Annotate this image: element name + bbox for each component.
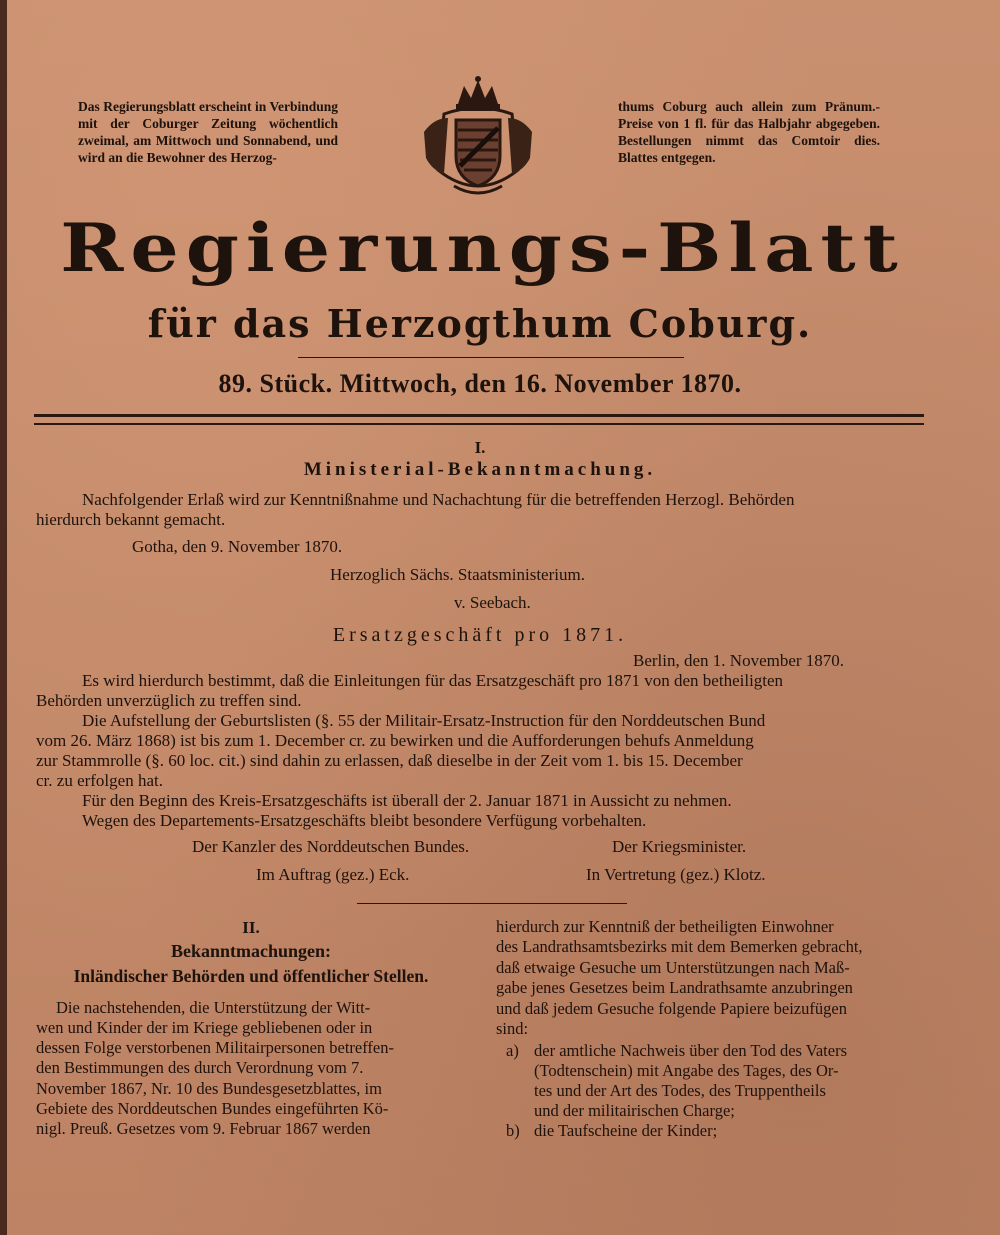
war-minister-title: Der Kriegsminister. [612,837,747,856]
subscription-notice-left: Das Regierungsblatt erscheint in Verbindung mit der Coburger Zeitung wöchentlich zweimal, am Mittwoch und Sonnabend, und wird an die Bewohner des Herzog- [78,99,338,165]
decree-line: vom 26. März 1868) ist bis zum 1. December cr. zu bewirken und die Aufforderungen behufs Anmeldung [36,731,754,750]
place-date: Gotha, den 9. November 1870. [132,537,343,556]
decree-line: Für den Beginn des Kreis-Ersatzgeschäfts ist überall der 2. Januar 1871 in Aussicht zu nehmen. [82,791,732,810]
newspaper-subtitle: für das Herzogthum Coburg. [147,301,813,346]
item-b-line: die Taufscheine der Kinder; [534,1121,718,1140]
left-column-line: Die nachstehenden, die Unterstützung der Witt- [56,998,371,1017]
decree-line: zur Stammrolle (§. 60 loc. cit.) sind dahin zu erlassen, daß dieselbe in der Zeit vom 1. bis 15. December [36,751,743,770]
intro-line-2: hierdurch bekannt gemacht. [36,510,226,529]
masthead-thin-rule [34,423,924,425]
subscription-notice-right: thums Coburg auch allein zum Pränum.-Preise von 1 fl. für das Halbjahr abgegeben. Bestellungen nimmt das Comtoir dies. Blattes entgegen. [618,99,880,165]
left-column-line: den Bestimmungen des durch Verordnung vom 7. [36,1058,364,1077]
decree-line: Behörden unverzüglich zu treffen sind. [36,691,302,710]
left-column-line: nigl. Preuß. Gesetzes vom 9. Februar 1867 werden [36,1119,371,1138]
item-a-label: a) [506,1041,519,1060]
chancellor-title: Der Kanzler des Norddeutschen Bundes. [192,837,470,856]
right-column-line: sind: [496,1019,529,1038]
right-column-line: und daß jedem Gesuche folgende Papiere beizufügen [496,999,847,1018]
left-column-line: dessen Folge verstorbenen Militairpersonen betreffen- [36,1038,394,1057]
ministry-name: Herzoglich Sächs. Staatsministerium. [330,565,585,584]
left-column-line: wen und Kinder der im Kriege gebliebenen oder in [36,1018,373,1037]
item-a-line: tes und der Art des Todes, des Truppentheils [534,1081,826,1100]
left-column-line: November 1867, Nr. 10 des Bundesgesetzblattes, im [36,1079,382,1098]
decree-place-date: Berlin, den 1. November 1870. [633,651,845,670]
right-column-line: hierdurch zur Kenntniß der betheiligten Einwohner [496,917,834,936]
decree-line: Wegen des Departements-Ersatzgeschäfts bleibt besondere Verfügung vorbehalten. [82,811,647,830]
subtitle-divider [298,357,684,358]
left-column-line: Gebiete des Norddeutschen Bundes eingeführten Kö- [36,1099,389,1118]
ducal-coat-of-arms-emblem [414,74,542,204]
right-column-line: des Landrathsamtsbezirks mit dem Bemerken gebracht, [496,937,863,956]
section-1-heading: Ministerial-Bekanntmachung. [303,459,657,480]
right-column-line: gabe jenes Gesetzes beim Landrathsamte anzubringen [496,978,853,997]
section-2-subheading: Inländischer Behörden und öffentlicher Stellen. [73,966,429,986]
item-a-line: und der militairischen Charge; [534,1101,735,1120]
decree-line: Es wird hierdurch bestimmt, daß die Einleitungen für das Ersatzgeschäft pro 1871 von den betheiligten [82,671,784,690]
newspaper-title: Regierungs-Blatt [60,208,905,287]
section-2-numeral: II. [242,918,260,937]
chancellor-signature: Im Auftrag (gez.) Eck. [256,865,410,884]
item-a-line: der amtliche Nachweis über den Tod des Vaters [534,1041,848,1060]
decree-title: Ersatzgeschäft pro 1871. [332,624,628,646]
section-1-numeral: I. [474,438,486,457]
item-b-label: b) [506,1121,520,1140]
section-divider [357,903,627,904]
right-column-line: daß etwaige Gesuche um Unterstützungen nach Maß- [496,958,850,977]
issue-line: 89. Stück. Mittwoch, den 16. November 1870. [218,369,742,398]
intro-line-1: Nachfolgender Erlaß wird zur Kenntnißnahme und Nachachtung für die betreffenden Herzogl. Behörden [82,490,795,509]
section-2-heading: Bekanntmachungen: [170,941,332,961]
signatory: v. Seebach. [454,593,531,612]
decree-line: cr. zu erfolgen hat. [36,771,163,790]
masthead-thick-rule [34,414,924,417]
decree-line: Die Aufstellung der Geburtslisten (§. 55 der Militair-Ersatz-Instruction für den Norddeutschen Bund [82,711,766,730]
item-a-line: (Todtenschein) mit Angabe des Tages, des Or- [534,1061,839,1080]
war-minister-signature: In Vertretung (gez.) Klotz. [586,865,766,884]
